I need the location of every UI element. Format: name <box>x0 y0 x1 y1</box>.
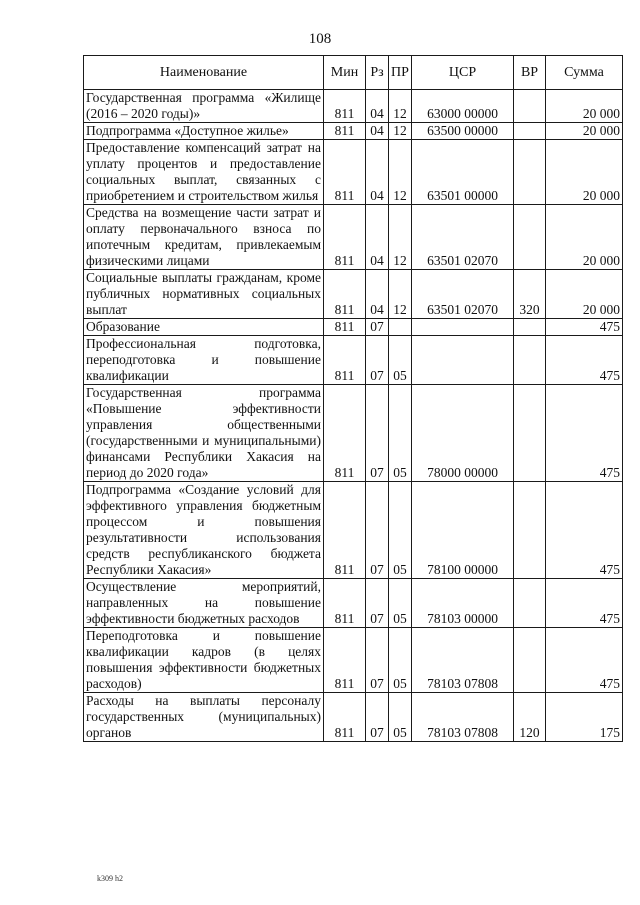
row-csr: 78103 07808 <box>412 693 514 742</box>
row-name: Средства на возмещение части затрат и оплату первоначального взноса по ипотечным кредитам, привлекаемым физическими лицами <box>84 205 324 270</box>
table-row <box>84 270 623 319</box>
table-row <box>84 319 623 336</box>
row-sum: 475 <box>546 482 623 579</box>
row-min: 811 <box>324 336 366 385</box>
row-name: Переподготовка и повышение квалификации кадров (в целях повышения эффективности бюджетных расходов) <box>84 628 324 693</box>
row-csr: 63501 00000 <box>412 140 514 205</box>
row-vr <box>514 482 546 579</box>
row-rz: 07 <box>366 336 389 385</box>
row-name: Подпрограмма «Доступное жилье» <box>84 123 324 140</box>
row-min: 811 <box>324 628 366 693</box>
row-pr: 12 <box>389 270 412 319</box>
row-min: 811 <box>324 319 366 336</box>
row-min: 811 <box>324 140 366 205</box>
row-pr: 05 <box>389 628 412 693</box>
row-csr: 63000 00000 <box>412 90 514 123</box>
row-sum: 475 <box>546 385 623 482</box>
row-min: 811 <box>324 205 366 270</box>
row-csr: 78000 00000 <box>412 385 514 482</box>
table-row <box>84 482 623 579</box>
row-rz: 07 <box>366 482 389 579</box>
row-vr <box>514 140 546 205</box>
row-csr <box>412 336 514 385</box>
row-name: Предоставление компенсаций затрат на уплату процентов и предоставление социальных выплат, связанных с приобретением и строительством жилья <box>84 140 324 205</box>
row-vr <box>514 579 546 628</box>
row-pr <box>389 319 412 336</box>
row-pr: 12 <box>389 140 412 205</box>
table-row <box>84 90 623 123</box>
row-csr: 63501 02070 <box>412 270 514 319</box>
row-name: Социальные выплаты гражданам, кроме публичных нормативных социальных выплат <box>84 270 324 319</box>
row-vr <box>514 385 546 482</box>
header-pr: ПР <box>389 56 412 90</box>
row-sum: 475 <box>546 579 623 628</box>
row-name: Образование <box>84 319 324 336</box>
row-min: 811 <box>324 482 366 579</box>
row-sum: 475 <box>546 319 623 336</box>
row-sum: 475 <box>546 336 623 385</box>
row-sum: 20 000 <box>546 123 623 140</box>
table-row <box>84 693 623 742</box>
row-min: 811 <box>324 90 366 123</box>
row-pr: 05 <box>389 385 412 482</box>
row-rz: 07 <box>366 693 389 742</box>
table-header-row <box>84 56 623 90</box>
row-rz: 07 <box>366 319 389 336</box>
row-rz: 04 <box>366 205 389 270</box>
header-sum: Сумма <box>546 56 623 90</box>
row-min: 811 <box>324 270 366 319</box>
row-vr: 320 <box>514 270 546 319</box>
row-csr: 78103 00000 <box>412 579 514 628</box>
header-csr: ЦСР <box>412 56 514 90</box>
budget-table <box>83 55 623 742</box>
table-row <box>84 385 623 482</box>
row-rz: 07 <box>366 579 389 628</box>
row-pr: 05 <box>389 336 412 385</box>
row-min: 811 <box>324 123 366 140</box>
row-vr <box>514 628 546 693</box>
row-name: Расходы на выплаты персоналу государственных (муниципальных) органов <box>84 693 324 742</box>
row-sum: 20 000 <box>546 270 623 319</box>
row-csr <box>412 319 514 336</box>
row-csr: 78100 00000 <box>412 482 514 579</box>
row-rz: 07 <box>366 385 389 482</box>
row-min: 811 <box>324 385 366 482</box>
row-csr: 63500 00000 <box>412 123 514 140</box>
row-vr: 120 <box>514 693 546 742</box>
row-rz: 04 <box>366 123 389 140</box>
page-number: 108 <box>308 31 332 47</box>
row-csr: 63501 02070 <box>412 205 514 270</box>
row-name: Государственная программа «Жилище (2016 – 2020 годы)» <box>84 90 324 123</box>
row-name: Государственная программа «Повышение эффективности управления общественными (государственными и муниципальными) финансами Республики Хакасия на период до 2020 года» <box>84 385 324 482</box>
table-row <box>84 579 623 628</box>
row-rz: 04 <box>366 270 389 319</box>
row-name: Осуществление мероприятий, направленных на повышение эффективности бюджетных расходов <box>84 579 324 628</box>
row-rz: 04 <box>366 90 389 123</box>
row-sum: 20 000 <box>546 90 623 123</box>
row-vr <box>514 90 546 123</box>
row-pr: 12 <box>389 90 412 123</box>
row-vr <box>514 336 546 385</box>
table-row <box>84 140 623 205</box>
row-vr <box>514 205 546 270</box>
row-pr: 12 <box>389 205 412 270</box>
table-row <box>84 123 623 140</box>
row-sum: 20 000 <box>546 140 623 205</box>
header-name: Наименование <box>84 56 324 90</box>
row-pr: 05 <box>389 579 412 628</box>
row-pr: 05 <box>389 693 412 742</box>
header-min: Мин <box>324 56 366 90</box>
row-min: 811 <box>324 693 366 742</box>
row-name: Подпрограмма «Создание условий для эффективного управления бюджетным процессом и повышения результативности использования средств республиканского бюджета Республики Хакасия» <box>84 482 324 579</box>
row-pr: 05 <box>389 482 412 579</box>
row-sum: 20 000 <box>546 205 623 270</box>
row-name: Профессиональная подготовка, переподготовка и повышение квалификации <box>84 336 324 385</box>
table-row <box>84 628 623 693</box>
row-csr: 78103 07808 <box>412 628 514 693</box>
row-rz: 04 <box>366 140 389 205</box>
row-pr: 12 <box>389 123 412 140</box>
header-vr: ВР <box>514 56 546 90</box>
row-vr <box>514 123 546 140</box>
row-rz: 07 <box>366 628 389 693</box>
row-sum: 175 <box>546 693 623 742</box>
table-row <box>84 336 623 385</box>
footer-code: k309 h2 <box>97 874 123 883</box>
row-vr <box>514 319 546 336</box>
header-rz: Рз <box>366 56 389 90</box>
row-sum: 475 <box>546 628 623 693</box>
table-row <box>84 205 623 270</box>
row-min: 811 <box>324 579 366 628</box>
